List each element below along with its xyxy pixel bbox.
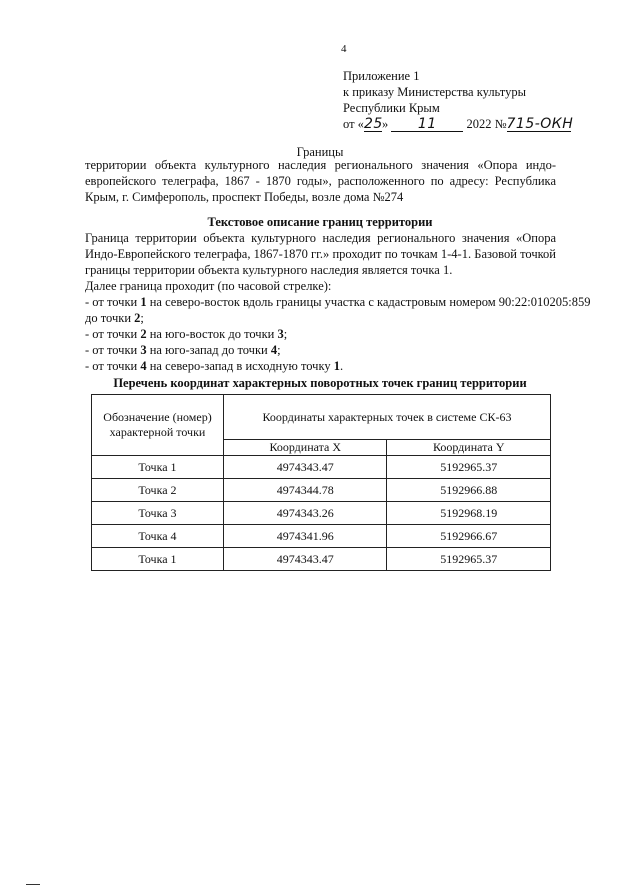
boundaries-text: территории объекта культурного наследия регионального значения «Опора индо-европейского телеграфа, 1867 - 1870 годы», расположенного по адресу: Республика Крым, г. Симферополь, проспект Победы, возле дома №274 [85,158,556,204]
cell-x: 4974343.47 [224,548,387,571]
cell-y: 5192965.37 [387,456,551,479]
appendix-header [343,68,574,132]
col-x-header: Координата X [224,440,387,456]
appendix-title: Приложение 1 [343,69,420,83]
scan-edge-mark [26,884,40,885]
cell-x: 4974344.78 [224,479,387,502]
cell-x: 4974343.26 [224,502,387,525]
route-steps [85,278,591,374]
cell-y: 5192968.19 [387,502,551,525]
table-row [92,479,551,502]
cell-point: Точка 1 [92,548,224,571]
route-step-1: - от точки 1 на северо-восток вдоль границы участка с кадастровым номером 90:22:010205:859 [85,295,591,309]
order-month: 11 [391,117,463,132]
description-title: Текстовое описание границ территории [207,215,433,229]
boundaries-title: Границы [296,145,344,159]
route-step-2: - от точки 2 на юго-восток до точки 3; [85,327,288,341]
cell-point: Точка 3 [92,502,224,525]
route-step-4: - от точки 4 на северо-запад в исходную точку 1. [85,359,344,373]
cell-point: Точка 2 [92,479,224,502]
table-title: Перечень координат характерных поворотных точек границ территории [113,376,527,390]
coordinates-table [91,394,551,571]
date-prefix: от « [343,117,364,131]
description-paragraph: Граница территории объекта культурного наследия регионального значения «Опора Индо-Европейского телеграфа, 1867-1870 гг.» проходит по точкам 1-4-1. Базовой точкой границы территории объекта культурного наследия является точка 1. [85,231,556,277]
cell-y: 5192966.88 [387,479,551,502]
col-point-header: Обозначение (номер) характерной точки [92,395,224,456]
appendix-ministry: Республики Крым [343,101,440,115]
page-number: 4 [341,43,347,55]
cell-x: 4974341.96 [224,525,387,548]
col-y-header: Координата Y [387,440,551,456]
appendix-order-ref: к приказу Министерства культуры [343,85,526,99]
cell-point: Точка 4 [92,525,224,548]
order-date-line [343,116,574,132]
cell-y: 5192966.67 [387,525,551,548]
order-number: 715-ОКН [506,116,574,132]
table-row [92,502,551,525]
cell-x: 4974343.47 [224,456,387,479]
number-prefix: № [494,117,507,131]
order-day: 25 [363,116,383,132]
route-step-1-cont: до точки 2; [85,311,144,325]
col-group-header: Координаты характерных точек в системе СК-63 [224,395,551,440]
table-row [92,456,551,479]
cell-point: Точка 1 [92,456,224,479]
route-step-3: - от точки 3 на юго-запад до точки 4; [85,343,281,357]
route-intro: Далее граница проходит (по часовой стрелке): [85,279,332,293]
table-row [92,525,551,548]
cell-y: 5192965.37 [387,548,551,571]
table-row [92,548,551,571]
date-mid: » [381,117,389,131]
order-year: 2022 [466,117,492,131]
